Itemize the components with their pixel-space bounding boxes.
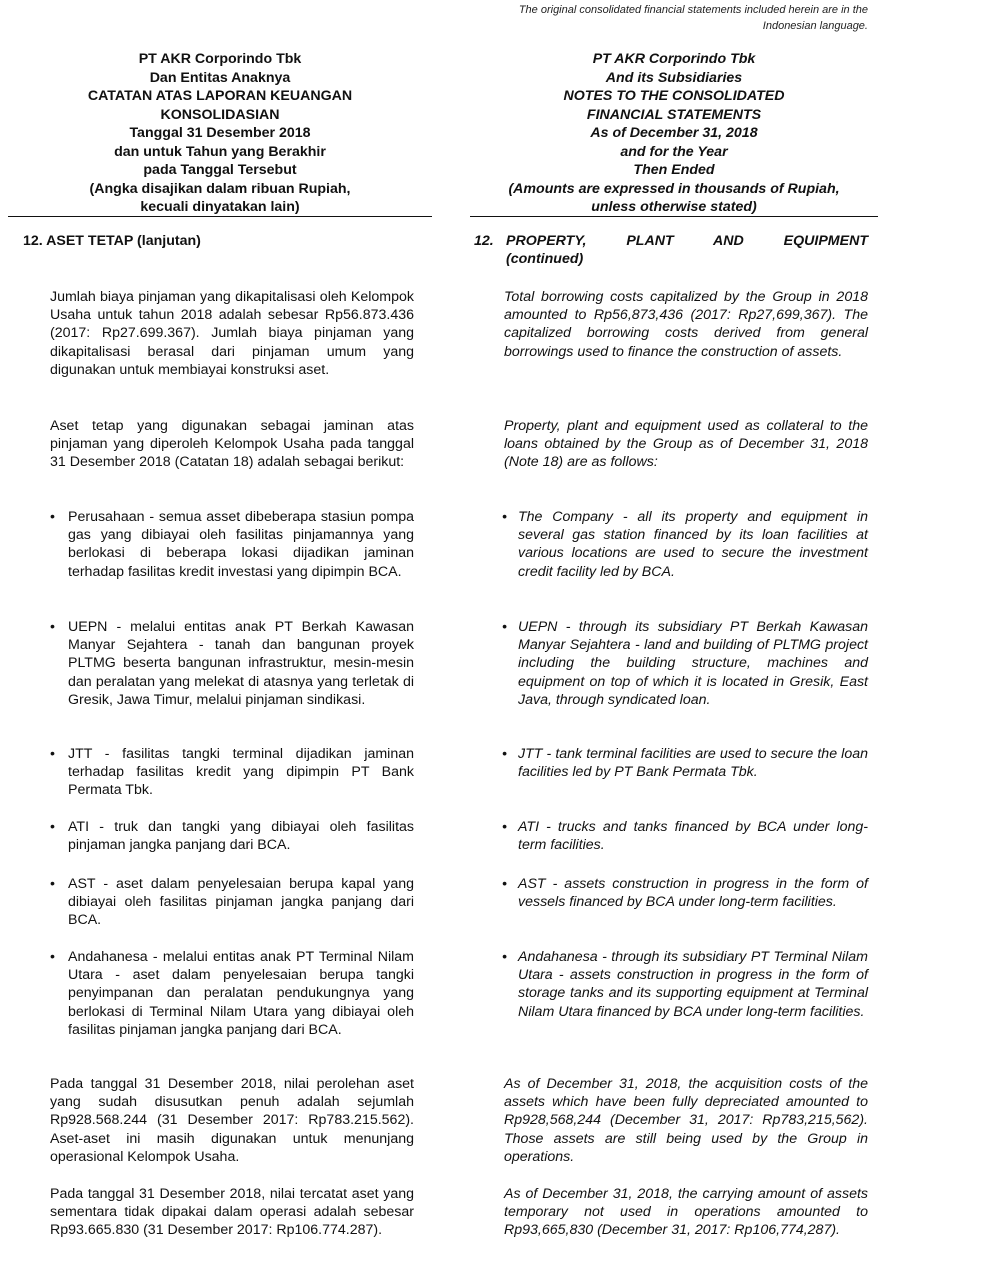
header-line: CATATAN ATAS LAPORAN KEUANGAN (87, 88, 353, 104)
header-line: unless otherwise stated) (591, 199, 757, 215)
section-title-line1: PROPERTY, PLANT AND EQUIPMENT (506, 233, 868, 249)
section-number: 12. (474, 233, 494, 249)
bullet-text: UEPN - through its subsidiary PT Berkah Kawasan Manyar Sejahtera - land and building of PLTMG project including the building structure, machines and equipment on top of which it is located in Gresik, East Java, through syndicated loan. (518, 619, 868, 708)
bullet-text: Andahanesa - melalui entitas anak PT Terminal Nilam Utara - aset dalam penyelesaian berupa tangki penyimpanan dan peralatan pendukungnya yang berlokasi di Terminal Nilam Utara yang dibiayai oleh fasilitas pinjaman jangka panjang dari BCA. (68, 949, 414, 1038)
section-title-english (474, 232, 868, 268)
bullet-icon: • (502, 819, 507, 835)
header-divider-left (8, 216, 432, 217)
bullet-item (50, 818, 414, 854)
header-english (472, 50, 876, 217)
bullet-item (50, 875, 414, 930)
header-line: Dan Entitas Anaknya (149, 69, 291, 86)
bullet-icon: • (50, 509, 55, 525)
header-line: FINANCIAL STATEMENTS (586, 106, 762, 123)
bullet-icon: • (50, 746, 55, 762)
translation-note: The original consolidated financial statements included herein are in the Indonesian language. (518, 4, 868, 32)
header-line: pada Tanggal Tersebut (143, 162, 297, 178)
header-divider-right (470, 216, 878, 217)
bullet-icon: • (502, 746, 507, 762)
header-line: (Angka disajikan dalam ribuan Rupiah, (89, 180, 351, 197)
bullet-icon: • (502, 619, 507, 635)
bullet-item (502, 948, 868, 1021)
header-line: kecuali dinyatakan lain) (140, 199, 300, 215)
bullet-item (502, 618, 868, 709)
bullet-item (50, 618, 414, 709)
bullet-icon: • (50, 949, 55, 965)
bullet-icon: • (50, 619, 55, 635)
bullet-item (502, 818, 868, 854)
bullet-text: UEPN - melalui entitas anak PT Berkah Kawasan Manyar Sejahtera - tanah dan bangunan proyek PLTMG beserta bangunan infrastruktur, mesin-mesin dan peralatan yang melekat di atasnya yang terletak di Gresik, Jawa Timur, melalui pinjaman sindikasi. (68, 619, 414, 708)
header-line: PT AKR Corporindo Tbk (138, 51, 302, 67)
header-line: As of December 31, 2018 (590, 125, 758, 141)
bullet-icon: • (502, 876, 507, 892)
bullet-text: AST - assets construction in progress in the form of vessels financed by BCA under long-term facilities. (518, 876, 868, 911)
bullet-text: JTT - fasilitas tangki terminal dijadikan jaminan terhadap fasilitas kredit yang dipimpin PT Bank Permata Tbk. (68, 746, 414, 799)
header-line: Then Ended (633, 162, 715, 178)
header-line: Tanggal 31 Desember 2018 (129, 125, 311, 141)
bullet-icon: • (50, 876, 55, 892)
bullet-text: Perusahaan - semua asset dibeberapa stasiun pompa gas yang dibiayai oleh fasilitas pinjamannya yang berlokasi di beberapa lokasi dijadikan jaminan terhadap fasilitas kredit investasi yang dipimpin BCA. (68, 509, 414, 580)
bullet-text: JTT - tank terminal facilities are used to secure the loan facilities led by PT Bank Permata Tbk. (518, 746, 868, 781)
paragraph-not-used-assets-id: Pada tanggal 31 Desember 2018, nilai tercatat aset yang sementara tidak dipakai dalam operasi adalah sebesar Rp93.665.830 (31 Desember 2017: Rp106.774.287). (50, 1186, 414, 1239)
bullet-item (502, 745, 868, 781)
bullet-text: Andahanesa - through its subsidiary PT Terminal Nilam Utara - assets construction in progress in the form of storage tanks and its supporting equipment at Terminal Nilam Utara financed by BCA under long-term facilities. (518, 949, 868, 1020)
bullet-item (502, 508, 868, 581)
header-line: dan untuk Tahun yang Berakhir (114, 143, 326, 160)
bullet-text: ATI - truk dan tangki yang dibiayai oleh fasilitas pinjaman jangka panjang dari BCA. (68, 819, 414, 854)
header-line: KONSOLIDASIAN (160, 106, 280, 123)
paragraph-fully-depreciated-id: Pada tanggal 31 Desember 2018, nilai perolehan aset yang sudah disusutkan penuh adalah sejumlah Rp928.568.244 (31 Desember 2017: Rp783.215.562). Aset-aset ini masih digunakan untuk menunjang operasional Kelompok Usaha. (50, 1076, 414, 1165)
section-title-indonesian: 12. ASET TETAP (lanjutan) (23, 233, 201, 249)
bullet-text: ATI - trucks and tanks financed by BCA under long-term facilities. (518, 819, 868, 854)
bullet-item (50, 745, 414, 800)
bullet-icon: • (50, 819, 55, 835)
header-indonesian (10, 50, 430, 217)
header-line: PT AKR Corporindo Tbk (592, 51, 756, 67)
bullet-text: AST - aset dalam penyelesaian berupa kapal yang dibiayai oleh fasilitas pinjaman jangka panjang dari BCA. (68, 876, 414, 929)
bullet-icon: • (502, 509, 507, 525)
paragraph-collateral-intro-id: Aset tetap yang digunakan sebagai jaminan atas pinjaman yang diperoleh Kelompok Usaha pada tanggal 31 Desember 2018 (Catatan 18) adalah sebagai berikut: (50, 418, 414, 471)
bullet-item (50, 508, 414, 581)
section-title-line2: (continued) (506, 251, 584, 267)
paragraph-borrowing-costs-id: Jumlah biaya pinjaman yang dikapitalisasi oleh Kelompok Usaha untuk tahun 2018 adalah sebesar Rp56.873.436 (2017: Rp27.699.367). Jumlah biaya pinjaman yang dikapitalisasi berasal dari pinjaman umum yang digunakan untuk membiayai konstruksi aset. (50, 289, 414, 378)
header-line: And its Subsidiaries (605, 69, 743, 86)
paragraph-collateral-intro-en: Property, plant and equipment used as collateral to the loans obtained by the Group as of December 31, 2018 (Note 18) are as follows: (504, 418, 868, 471)
paragraph-borrowing-costs-en: Total borrowing costs capitalized by the Group in 2018 amounted to Rp56,873,436 (2017: Rp27,699,367). The capitalized borrowing costs derived from general borrowings used to finance the construction of assets. (504, 289, 868, 360)
bullet-text: The Company - all its property and equipment in several gas station financed by its loan facilities at various locations are used to secure the investment credit facility led by BCA. (518, 509, 868, 580)
header-line: (Amounts are expressed in thousands of Rupiah, (508, 180, 840, 197)
paragraph-not-used-assets-en: As of December 31, 2018, the carrying amount of assets temporary not used in operations amounted to Rp93,665,830 (December 31, 2017: Rp106,774,287). (504, 1186, 868, 1239)
bullet-item (502, 875, 868, 911)
header-line: NOTES TO THE CONSOLIDATED (563, 88, 785, 104)
paragraph-fully-depreciated-en: As of December 31, 2018, the acquisition costs of the assets which have been fully depreciated amounted to Rp928,568,244 (December 31, 2017: Rp783,215,562). Those assets are still being used by the Group in operations. (504, 1076, 868, 1165)
bullet-item (50, 948, 414, 1039)
header-line: and for the Year (620, 143, 728, 160)
bullet-icon: • (502, 949, 507, 965)
